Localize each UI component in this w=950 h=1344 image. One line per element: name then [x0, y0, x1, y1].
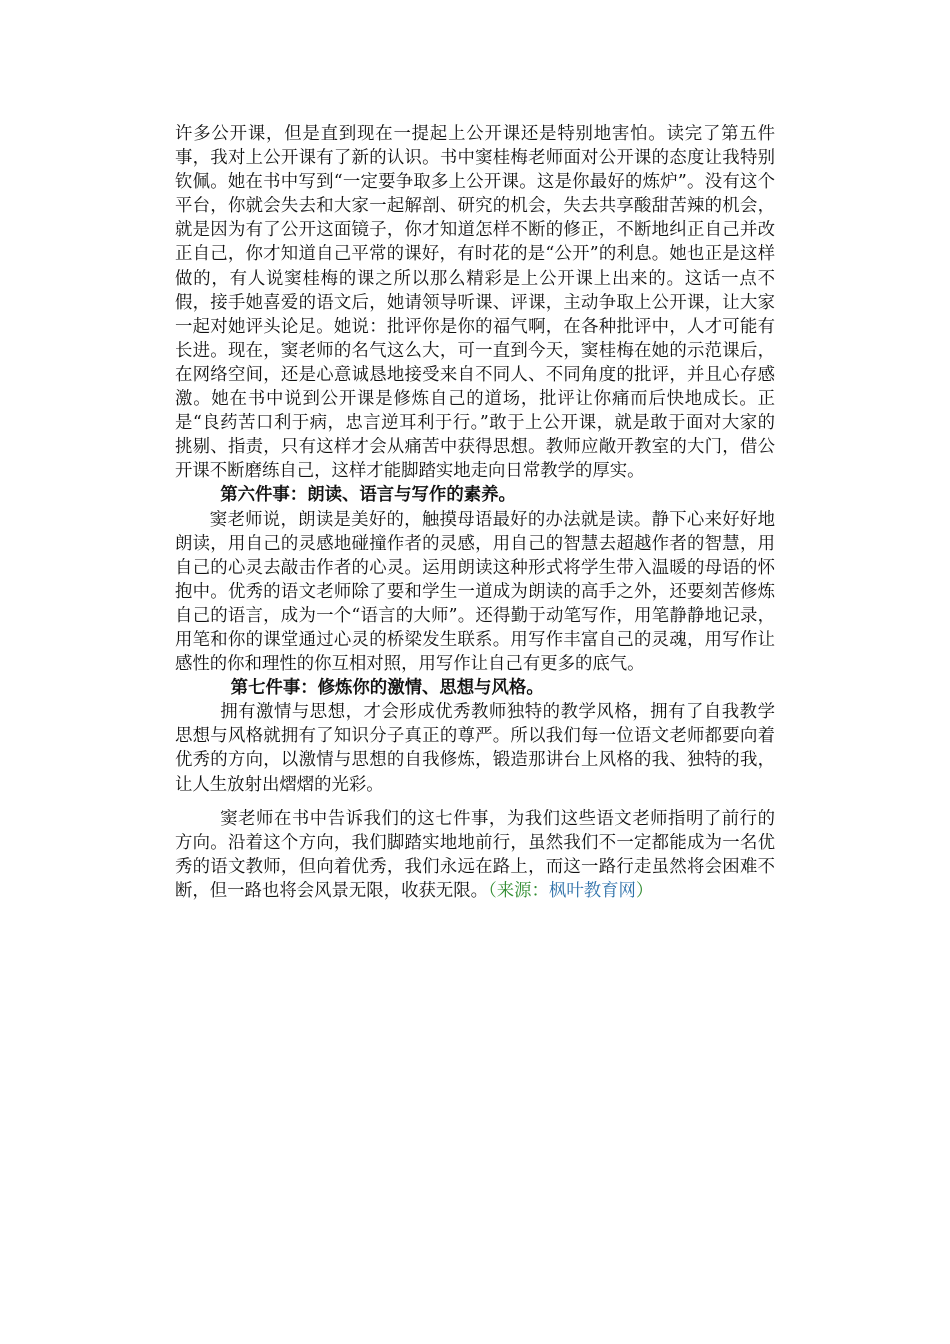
document-page [175, 122, 775, 903]
source-label: （来源： [488, 880, 549, 901]
paragraph-conclusion [175, 807, 775, 903]
heading-sixth-thing: 第六件事：朗读、语言与写作的素养。 [220, 485, 516, 506]
paragraph-public-lessons: 许多公开课，但是直到现在一提起上公开课还是特别地害怕。读完了第五件事，我对上公开课有了新的认识。书中窦桂梅老师面对公开课的态度让我特别钦佩。她在书中写到“一定要争取多上公开课。这是你最好的炼炉”。没有这个平台，你就会失去和大家一起解剖、研究的机会，失去共享酸甜苦辣的机会，就是因为有了公开这面镜子，你才知道怎样不断的修正，不断地纠正自己并改正自己，你才知道自己平常的课好，有时花的是“公开”的利息。她也正是这样做的，有人说窦桂梅的课之所以那么精彩是上公开课上出来的。这话一点不假，接手她喜爱的语文后，她请领导听课、评课，主动争取上公开课，让大家一起对她评头论足。她说：批评你是你的福气啊，在各种批评中，人才可能有长进。现在，窦老师的名气这么大，可一直到今天，窦桂梅在她的示范课后，在网络空间，还是心意诚恳地接受来自不同人、不同角度的批评，并且心存感激。她在书中说到公开课是修炼自己的道场，批评让你痛而后快地成长。正是“良药苦口利于病，忠言逆耳利于行。”敢于上公开课，就是敢于面对大家的挑剔、指责，只有这样才会从痛苦中获得思想。教师应敞开教室的大门，借公开课不断磨练自己，这样才能脚踏实地走向日常教学的厚实。 [175, 124, 775, 482]
paragraph-passion-thought-style: 拥有激情与思想，才会形成优秀教师独特的教学风格，拥有了自我教学思想与风格就拥有了知识分子真正的尊严。所以我们每一位语文老师都要向着优秀的方向，以激情与思想的自我修炼，锻造那讲台上风格的我、独特的我，让人生放射出熠熠的光彩。 [175, 702, 775, 795]
source-close: ） [635, 880, 654, 901]
conclusion-text: 窦老师在书中告诉我们的这七件事，为我们这些语文老师指明了前行的方向。沿着这个方向，我们脚踏实地地前行，虽然我们不一定都能成为一名优秀的语文教师，但向着优秀，我们永远在路上，而这一路行走虽然将会困难不断，但一路也将会风景无限，收获无限。 [175, 808, 775, 901]
paragraph-gap [175, 797, 775, 807]
source-link[interactable]: 枫叶教育网 [548, 880, 636, 901]
paragraph-reading-language-writing: 窦老师说，朗读是美好的，触摸母语最好的办法就是读。静下心来好好地朗读，用自己的灵感地碰撞作者的灵感，用自己的智慧去超越作者的智慧，用自己的心灵去敲击作者的心灵。运用朗读这种形式将学生带入温暖的母语的怀抱中。优秀的语文老师除了要和学生一道成为朗读的高手之外，还要刻苦修炼自己的语言，成为一个“语言的大师”。还得勤于动笔写作，用笔静静地记录，用笔和你的课堂通过心灵的桥梁发生联系。用写作丰富自己的灵魂，用写作让感性的你和理性的你互相对照，用写作让自己有更多的底气。 [175, 509, 775, 675]
heading-seventh-thing: 第七件事：修炼你的激情、思想与风格。 [230, 678, 544, 699]
